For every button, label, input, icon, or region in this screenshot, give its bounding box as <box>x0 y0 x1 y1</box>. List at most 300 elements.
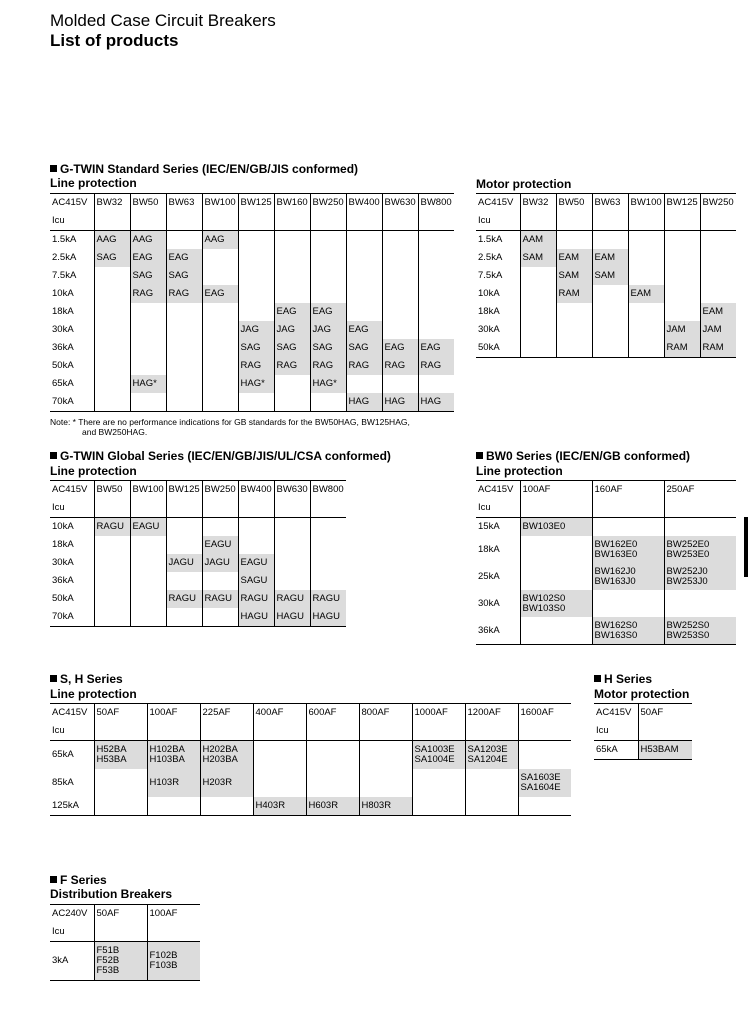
model-cell <box>130 554 166 572</box>
model-cell <box>310 249 346 267</box>
model-cell: RAG <box>346 357 382 375</box>
model-cell <box>306 769 359 797</box>
sh-line-label: Line protection <box>50 687 137 701</box>
model-cell: EAM <box>628 285 664 303</box>
bullet-square-icon <box>50 675 57 682</box>
icu-label: Icu <box>476 499 520 518</box>
model-name: H53BA <box>96 754 127 765</box>
table-row <box>50 518 346 537</box>
model-cell <box>359 797 412 816</box>
header-row <box>50 905 200 924</box>
voltage-header: AC415V <box>50 194 94 213</box>
model-cell: RAM <box>700 339 736 358</box>
model-cell: RAGU <box>94 518 130 537</box>
column-header: 50AF <box>638 704 692 723</box>
column-header: BW32 <box>520 194 556 213</box>
product-table <box>50 703 571 816</box>
model-cell: SAG <box>310 339 346 357</box>
model-cell <box>346 285 382 303</box>
table-row <box>50 554 346 572</box>
icu-value: 25kA <box>478 570 500 582</box>
empty-cell <box>700 212 736 231</box>
empty-cell <box>130 499 166 518</box>
icu-value: 2.5kA <box>478 252 503 263</box>
column-header: BW50 <box>556 194 592 213</box>
model-cell <box>664 303 700 321</box>
model-cell: SAG <box>238 339 274 357</box>
empty-cell <box>359 722 412 741</box>
model-cell <box>130 608 166 627</box>
icu-label: Icu <box>50 212 94 231</box>
column-header: BW160 <box>274 194 310 213</box>
model-cell: RAG <box>418 357 454 375</box>
model-cell <box>664 231 700 250</box>
model-cell <box>166 608 202 627</box>
icu-value: 125kA <box>50 797 94 816</box>
model-cell <box>700 267 736 285</box>
column-header: 225AF <box>200 704 253 723</box>
model-cell <box>130 590 166 608</box>
model-cell <box>147 797 200 816</box>
model-cell <box>94 267 130 285</box>
empty-cell <box>382 212 418 231</box>
h-motor-label: Motor protection <box>594 687 690 701</box>
model-name: H203R <box>202 777 233 788</box>
h-motor-table <box>594 703 692 760</box>
model-cell <box>202 393 238 412</box>
model-cell <box>418 321 454 339</box>
model-cell <box>166 572 202 590</box>
model-cell: JAGU <box>202 554 238 572</box>
column-header: 1200AF <box>465 704 518 723</box>
model-cell <box>700 231 736 250</box>
model-cell <box>518 797 571 816</box>
model-cell <box>94 741 147 770</box>
model-name: H53BAM <box>640 744 679 755</box>
table-row <box>476 339 736 358</box>
icu-value: 10kA <box>52 288 74 299</box>
icu-value: 18kA <box>478 543 500 555</box>
table-row <box>50 375 454 393</box>
model-cell <box>238 267 274 285</box>
column-header: 800AF <box>359 704 412 723</box>
model-cell: JAM <box>664 321 700 339</box>
icu-label: Icu <box>50 923 94 942</box>
empty-cell <box>200 722 253 741</box>
table-row <box>50 536 346 554</box>
table-row <box>50 608 346 627</box>
model-cell <box>628 231 664 250</box>
model-cell: SAM <box>592 267 628 285</box>
icu-value: 65kA <box>52 749 74 760</box>
gtwin-global-line-label: Line protection <box>50 464 137 478</box>
h-motor-heading: H Series <box>594 672 652 686</box>
model-cell <box>592 303 628 321</box>
table-row <box>476 249 736 267</box>
model-cell <box>592 518 664 537</box>
bullet-square-icon <box>594 675 601 682</box>
model-cell <box>520 536 592 563</box>
model-cell <box>520 321 556 339</box>
model-cell <box>310 554 346 572</box>
column-header: BW100 <box>130 481 166 500</box>
model-cell <box>130 572 166 590</box>
model-cell <box>200 797 253 816</box>
column-header: 100AF <box>147 905 200 924</box>
voltage-header: AC415V <box>50 481 94 500</box>
empty-cell <box>94 722 147 741</box>
empty-cell <box>166 499 202 518</box>
model-cell <box>664 590 736 617</box>
model-cell <box>238 393 274 412</box>
model-cell <box>628 303 664 321</box>
empty-cell <box>94 923 147 942</box>
empty-cell <box>664 499 736 518</box>
column-header: BW250 <box>310 194 346 213</box>
empty-cell <box>346 212 382 231</box>
empty-cell <box>412 722 465 741</box>
model-cell: EAGU <box>238 554 274 572</box>
model-cell <box>238 536 274 554</box>
model-cell: RAG <box>274 357 310 375</box>
model-cell <box>346 375 382 393</box>
model-cell: HAG* <box>310 375 346 393</box>
table-row <box>50 321 454 339</box>
model-cell <box>418 303 454 321</box>
table-row <box>476 303 736 321</box>
table-row <box>476 321 736 339</box>
model-cell: HAG <box>418 393 454 412</box>
model-cell <box>310 518 346 537</box>
model-cell <box>310 267 346 285</box>
model-cell <box>94 375 130 393</box>
header-row <box>476 194 736 213</box>
model-cell <box>274 572 310 590</box>
model-name: BW162J0 <box>594 565 636 577</box>
icu-value: 1.5kA <box>52 234 77 245</box>
column-header: BW125 <box>166 481 202 500</box>
model-cell <box>664 518 736 537</box>
model-name: F102B <box>149 950 178 961</box>
model-name: BW162E0 <box>594 538 638 550</box>
icu-value: 65kA <box>52 378 74 389</box>
bw0-line-label: Line protection <box>476 464 563 478</box>
empty-cell <box>418 212 454 231</box>
icu-row <box>50 722 571 741</box>
empty-cell <box>520 212 556 231</box>
model-cell: AAM <box>520 231 556 250</box>
icu-row <box>476 499 736 518</box>
model-cell: HAGU <box>310 608 346 627</box>
model-cell <box>94 554 130 572</box>
table-row <box>50 339 454 357</box>
column-header: 400AF <box>253 704 306 723</box>
model-cell <box>664 267 700 285</box>
model-cell: JAG <box>310 321 346 339</box>
icu-value: 10kA <box>52 521 74 532</box>
model-cell: EAG <box>274 303 310 321</box>
model-cell <box>238 249 274 267</box>
model-name: BW163J0 <box>594 575 636 587</box>
model-name: H103BA <box>149 754 185 765</box>
table-row <box>476 231 736 250</box>
product-table <box>50 904 200 981</box>
product-table <box>476 480 736 645</box>
model-cell <box>94 357 130 375</box>
model-cell <box>556 231 592 250</box>
bullet-square-icon <box>50 452 57 459</box>
model-cell <box>382 375 418 393</box>
model-cell <box>238 285 274 303</box>
product-table <box>594 703 692 760</box>
table-row <box>50 285 454 303</box>
empty-cell <box>238 212 274 231</box>
icu-value: 18kA <box>52 539 74 550</box>
gtwin-standard-motor-table <box>476 193 736 358</box>
model-cell <box>310 536 346 554</box>
model-cell <box>130 339 166 357</box>
model-cell <box>306 741 359 770</box>
model-cell <box>556 303 592 321</box>
model-cell: SAGU <box>238 572 274 590</box>
column-header: 100AF <box>520 481 592 500</box>
empty-cell <box>202 499 238 518</box>
header-row <box>50 481 346 500</box>
model-cell <box>94 590 130 608</box>
model-name: F52B <box>96 955 120 966</box>
model-cell <box>166 375 202 393</box>
model-cell <box>382 285 418 303</box>
model-cell <box>346 303 382 321</box>
model-name: SA1204E <box>467 754 508 765</box>
header-row <box>476 481 736 500</box>
model-cell <box>556 321 592 339</box>
f-heading: F Series <box>50 873 107 887</box>
model-cell <box>592 339 628 358</box>
model-cell <box>418 231 454 250</box>
model-cell <box>147 769 200 797</box>
model-cell: EAG <box>346 321 382 339</box>
voltage-header: AC415V <box>476 481 520 500</box>
model-cell <box>520 285 556 303</box>
header-row <box>594 704 692 723</box>
icu-label: Icu <box>594 722 638 741</box>
model-cell <box>628 249 664 267</box>
empty-cell <box>94 212 130 231</box>
model-name: H403R <box>255 800 286 811</box>
model-cell <box>238 518 274 537</box>
model-cell <box>130 303 166 321</box>
column-header: BW125 <box>664 194 700 213</box>
model-cell <box>166 231 202 250</box>
model-cell <box>166 518 202 537</box>
icu-value: 30kA <box>52 557 74 568</box>
empty-cell <box>94 499 130 518</box>
page-subtitle: List of products <box>50 31 179 50</box>
model-cell <box>638 741 692 760</box>
model-name: BW162S0 <box>594 619 638 631</box>
model-cell <box>520 518 592 537</box>
gtwin-standard-line-table <box>50 193 454 412</box>
icu-value: 15kA <box>478 521 500 532</box>
model-cell: RAGU <box>202 590 238 608</box>
model-cell: EAG <box>382 339 418 357</box>
icu-value: 7.5kA <box>478 270 503 281</box>
model-cell <box>202 339 238 357</box>
gtwin-global-heading: G-TWIN Global Series (IEC/EN/GB/JIS/UL/CSA conformed) <box>50 449 391 463</box>
icu-label: Icu <box>50 722 94 741</box>
model-cell <box>200 741 253 770</box>
model-cell: SAM <box>556 267 592 285</box>
model-cell <box>94 321 130 339</box>
table-row <box>50 357 454 375</box>
empty-cell <box>592 212 628 231</box>
model-cell <box>202 608 238 627</box>
model-cell: SAG <box>130 267 166 285</box>
model-cell <box>274 285 310 303</box>
model-cell <box>238 231 274 250</box>
empty-cell <box>238 499 274 518</box>
column-header: BW250 <box>202 481 238 500</box>
model-cell: RAM <box>556 285 592 303</box>
model-cell <box>412 741 465 770</box>
table-row <box>50 942 200 981</box>
empty-cell <box>518 722 571 741</box>
column-header: BW63 <box>592 194 628 213</box>
model-cell <box>465 797 518 816</box>
empty-cell <box>274 499 310 518</box>
empty-cell <box>147 722 200 741</box>
model-name: H203BA <box>202 754 238 765</box>
icu-row <box>50 499 346 518</box>
model-cell <box>664 536 736 563</box>
model-cell <box>202 357 238 375</box>
model-name: BW252S0 <box>666 619 710 631</box>
page-title: Molded Case Circuit Breakers <box>50 11 276 30</box>
column-header: 160AF <box>592 481 664 500</box>
icu-value: 70kA <box>50 393 94 412</box>
model-cell <box>664 563 736 590</box>
model-cell: SAG <box>346 339 382 357</box>
model-cell: RAG <box>310 357 346 375</box>
model-cell <box>94 572 130 590</box>
model-cell <box>94 608 130 627</box>
model-cell <box>628 339 664 358</box>
model-cell <box>202 321 238 339</box>
product-table <box>50 193 454 412</box>
icu-value: 50kA <box>476 339 520 358</box>
model-cell <box>382 231 418 250</box>
model-cell: EAM <box>700 303 736 321</box>
model-cell <box>253 769 306 797</box>
voltage-header: AC415V <box>50 704 94 723</box>
model-name: H202BA <box>202 744 238 755</box>
model-cell <box>130 357 166 375</box>
model-name: F53B <box>96 965 120 976</box>
product-table <box>476 193 736 358</box>
header-row <box>50 194 454 213</box>
empty-cell <box>310 499 346 518</box>
table-row <box>476 536 736 563</box>
model-cell <box>592 231 628 250</box>
model-cell: RAGU <box>166 590 202 608</box>
bullet-square-icon <box>476 452 483 459</box>
model-cell <box>274 231 310 250</box>
model-cell <box>202 572 238 590</box>
model-name: H102BA <box>149 744 185 755</box>
model-cell: JAGU <box>166 554 202 572</box>
model-cell: HAG* <box>238 375 274 393</box>
column-header: 100AF <box>147 704 200 723</box>
model-cell <box>310 572 346 590</box>
model-cell <box>166 339 202 357</box>
model-cell: EAGU <box>130 518 166 537</box>
f-distribution-label: Distribution Breakers <box>50 887 173 901</box>
column-header: BW400 <box>238 481 274 500</box>
empty-cell <box>147 923 200 942</box>
model-cell <box>166 321 202 339</box>
column-header: BW800 <box>310 481 346 500</box>
model-name: BW253E0 <box>666 548 710 560</box>
model-cell <box>202 267 238 285</box>
model-cell <box>520 339 556 358</box>
model-name: SA1603E <box>520 772 561 783</box>
model-cell <box>520 267 556 285</box>
column-header: BW50 <box>94 481 130 500</box>
table-row <box>476 590 736 617</box>
model-cell <box>94 536 130 554</box>
icu-value: 50kA <box>52 593 74 604</box>
table-row <box>50 303 454 321</box>
model-cell: EAM <box>592 249 628 267</box>
model-cell: EAG <box>310 303 346 321</box>
icu-value: 50kA <box>52 360 74 371</box>
icu-value: 2.5kA <box>52 252 77 263</box>
model-cell <box>628 267 664 285</box>
model-cell: SAG <box>166 267 202 285</box>
model-cell <box>274 267 310 285</box>
model-cell <box>412 797 465 816</box>
icu-value: 10kA <box>478 288 500 299</box>
empty-cell <box>556 212 592 231</box>
model-name: BW253S0 <box>666 629 710 641</box>
model-cell <box>664 617 736 645</box>
voltage-header: AC415V <box>594 704 638 723</box>
model-cell <box>518 769 571 797</box>
table-row <box>476 267 736 285</box>
model-cell <box>166 357 202 375</box>
icu-value: 85kA <box>52 777 74 788</box>
model-cell <box>346 249 382 267</box>
model-cell <box>382 303 418 321</box>
column-header: BW800 <box>418 194 454 213</box>
model-cell: JAM <box>700 321 736 339</box>
icu-row <box>476 212 736 231</box>
icu-value: 1.5kA <box>478 234 503 245</box>
model-cell: EAG <box>202 285 238 303</box>
table-row <box>50 249 454 267</box>
model-name: BW252J0 <box>666 565 708 577</box>
model-cell <box>202 518 238 537</box>
icu-value: 30kA <box>478 324 500 335</box>
model-cell: SAG <box>94 249 130 267</box>
model-name: H803R <box>361 800 392 811</box>
model-cell <box>520 617 592 645</box>
column-header: 50AF <box>94 905 147 924</box>
model-cell <box>700 285 736 303</box>
model-cell <box>274 518 310 537</box>
model-cell <box>592 590 664 617</box>
